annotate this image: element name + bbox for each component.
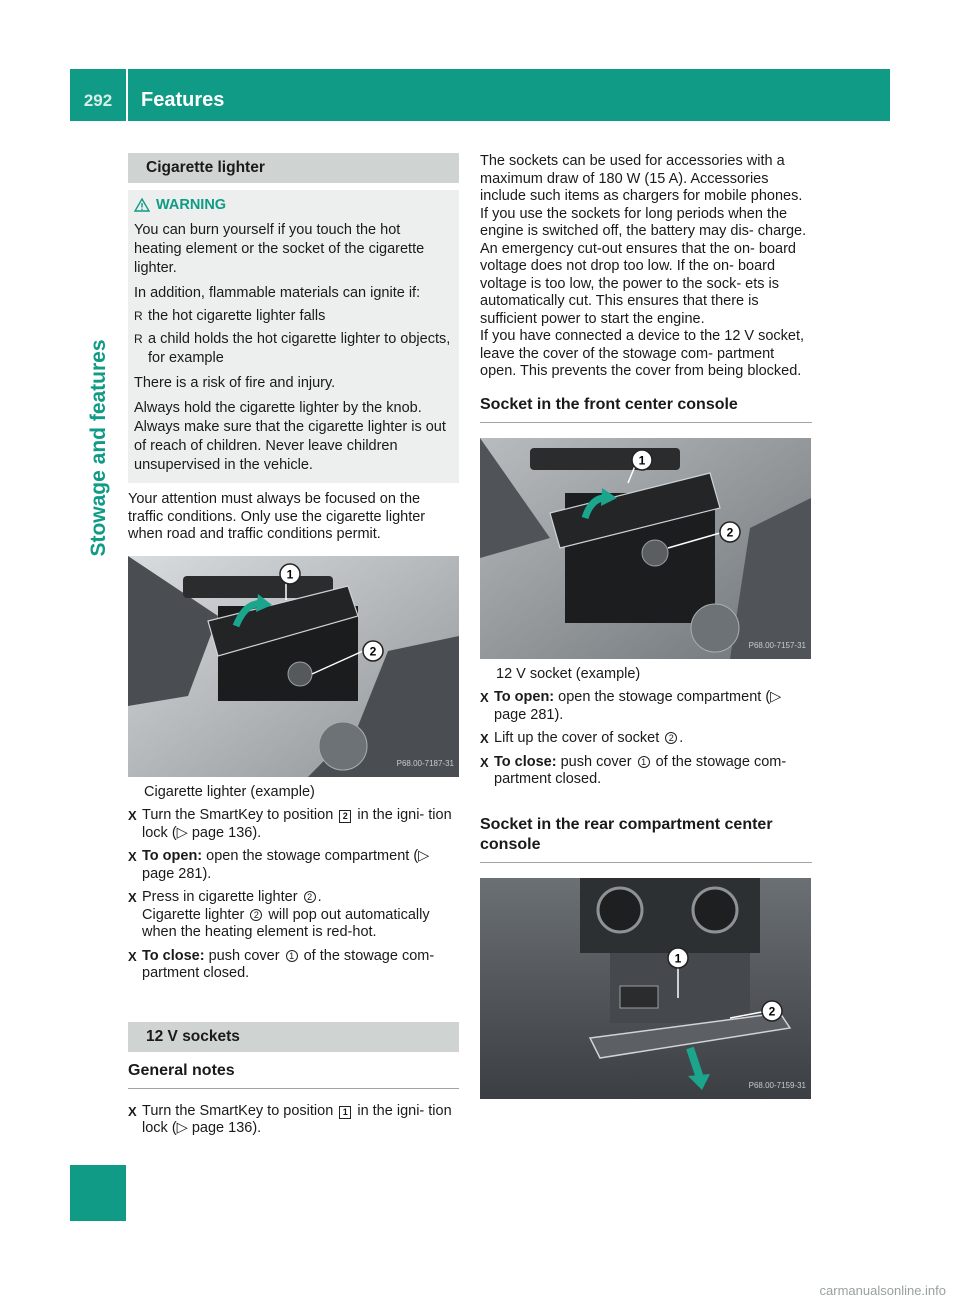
figure-front-socket [480, 438, 811, 659]
warning-bullet: R a child holds the hot cigarette lighter to objects, for example [134, 331, 451, 366]
bullet-icon: R [134, 332, 143, 346]
header-divider [126, 69, 128, 121]
page-number: 292 [83, 91, 113, 110]
warning-box [128, 190, 459, 483]
page-ref-icon: ▷ [418, 848, 430, 864]
callout-2-icon: 2 [304, 891, 316, 903]
svg-text:1: 1 [286, 567, 294, 581]
figure-code: P68.00-7157-31 [748, 641, 806, 650]
figure-caption: 12 V socket (example) [496, 665, 641, 682]
section-title-12v-sockets: 12 V sockets [128, 1022, 459, 1052]
rear-socket-illustration-icon [480, 878, 811, 1099]
step-icon: X [128, 948, 137, 964]
warning-bullet: R the hot cigarette lighter falls [134, 308, 326, 324]
warning-heading [134, 195, 451, 215]
step-item: X Turn the SmartKey to position 1 in the igni- tion lock (▷ page 136). [128, 1102, 452, 1136]
page-ref-icon: ▷ [176, 1120, 188, 1136]
step-icon: X [128, 890, 137, 905]
svg-text:2: 2 [768, 1004, 776, 1018]
svg-text:1: 1 [638, 453, 646, 467]
figure-cigarette-lighter [128, 556, 459, 777]
body-text: If you have connected a device to the 12 V socket, leave the cover of the stowage com- partment open. This prevents the cover from being blocked. [480, 328, 805, 379]
page-title: Features [141, 89, 225, 111]
side-tab-marker [70, 1165, 126, 1221]
warning-text: Always hold the cigarette lighter by the knob. Always make sure that the cigarette lighter is out of reach of children. Never leave children unsupervised in the vehicle. [134, 400, 446, 473]
figure-caption: Cigarette lighter (example) [144, 783, 315, 800]
subheading-front-console: Socket in the front center console [480, 395, 812, 423]
step-item: X To open: open the stowage compartment (▷ page 281). [128, 848, 430, 882]
right-column [480, 153, 812, 1099]
watermark: carmanualsonline.info [819, 1283, 946, 1298]
bullet-icon: R [134, 309, 143, 323]
step-icon: X [128, 1103, 137, 1119]
step-icon: X [480, 690, 489, 705]
callout-2-icon: 2 [250, 909, 262, 921]
attention-note: Your attention must always be focused on the traffic conditions. Only use the cigarette lighter when road and traffic conditions permit. [128, 491, 426, 542]
warning-text: You can burn yourself if you touch the hot heating element or the socket of the cigarette lighter. [134, 222, 425, 276]
subheading-rear-console: Socket in the rear compartment center console [480, 815, 812, 863]
front-socket-illustration-icon [480, 438, 811, 659]
callout-1-icon: 1 [638, 756, 650, 768]
console-illustration-icon [128, 556, 459, 777]
step-item: X To close: push cover 1 of the stowage com- partment closed. [480, 753, 787, 787]
page-ref-link[interactable]: page 281). [142, 865, 212, 882]
page-ref-icon: ▷ [770, 689, 782, 705]
body-text: The sockets can be used for accessories with a maximum draw of 180 W (15 A). Accessories include such items as chargers for mobile phones. [480, 153, 803, 204]
page-ref-link[interactable]: page 136). [191, 1120, 262, 1136]
warning-text: In addition, flammable materials can ignite if: [134, 285, 421, 301]
step-item: X Press in cigarette lighter 2 . Cigarette lighter 2 will pop out automatically when the heating element is red-hot. [128, 889, 430, 940]
warning-label: WARNING [156, 197, 227, 213]
section-title-cigarette-lighter: Cigarette lighter [128, 153, 459, 183]
svg-text:1: 1 [674, 951, 682, 965]
step-icon: X [480, 754, 489, 770]
step-item: X To close: push cover 1 of the stowage com- partment closed. [128, 947, 435, 981]
svg-text:2: 2 [369, 644, 377, 658]
side-section-label [84, 268, 114, 628]
position-1-icon: 1 [339, 1106, 351, 1119]
svg-text:2: 2 [726, 525, 734, 539]
page-ref-icon: ▷ [176, 824, 188, 841]
figure-rear-socket [480, 878, 811, 1099]
subheading-general-notes: General notes [128, 1061, 459, 1089]
figure-code: P68.00-7159-31 [748, 1081, 806, 1090]
left-column [128, 153, 459, 1138]
body-text: An emergency cut-out ensures that the on- board voltage does not drop too low. If the on- board voltage is too low, the power to the sock- ets is automatically cut. This ensures that there is sufficient power to start the engine. [480, 240, 796, 327]
warning-text: There is a risk of fire and injury. [134, 375, 336, 391]
position-2-icon: 2 [339, 810, 351, 823]
figure-code: P68.00-7187-31 [396, 759, 454, 768]
step-item: X To open: open the stowage compartment (▷ page 281). [480, 689, 782, 723]
callout-1-icon: 1 [286, 950, 298, 962]
page-ref-link[interactable]: page 281). [494, 706, 564, 723]
step-icon: X [480, 731, 489, 746]
step-icon: X [128, 808, 137, 823]
warning-triangle-icon [134, 198, 150, 212]
page-ref-link[interactable]: page 136). [191, 824, 262, 841]
body-text: If you use the sockets for long periods when the engine is switched off, the battery may dis- charge. [480, 205, 807, 239]
step-item: X Turn the SmartKey to position 2 in the igni- tion lock (▷ page 136). [128, 807, 452, 841]
callout-2-icon: 2 [665, 732, 677, 744]
step-item: X Lift up the cover of socket 2 . [480, 730, 684, 746]
step-icon: X [128, 849, 137, 864]
side-section-label-text: Stowage and features [87, 339, 110, 557]
